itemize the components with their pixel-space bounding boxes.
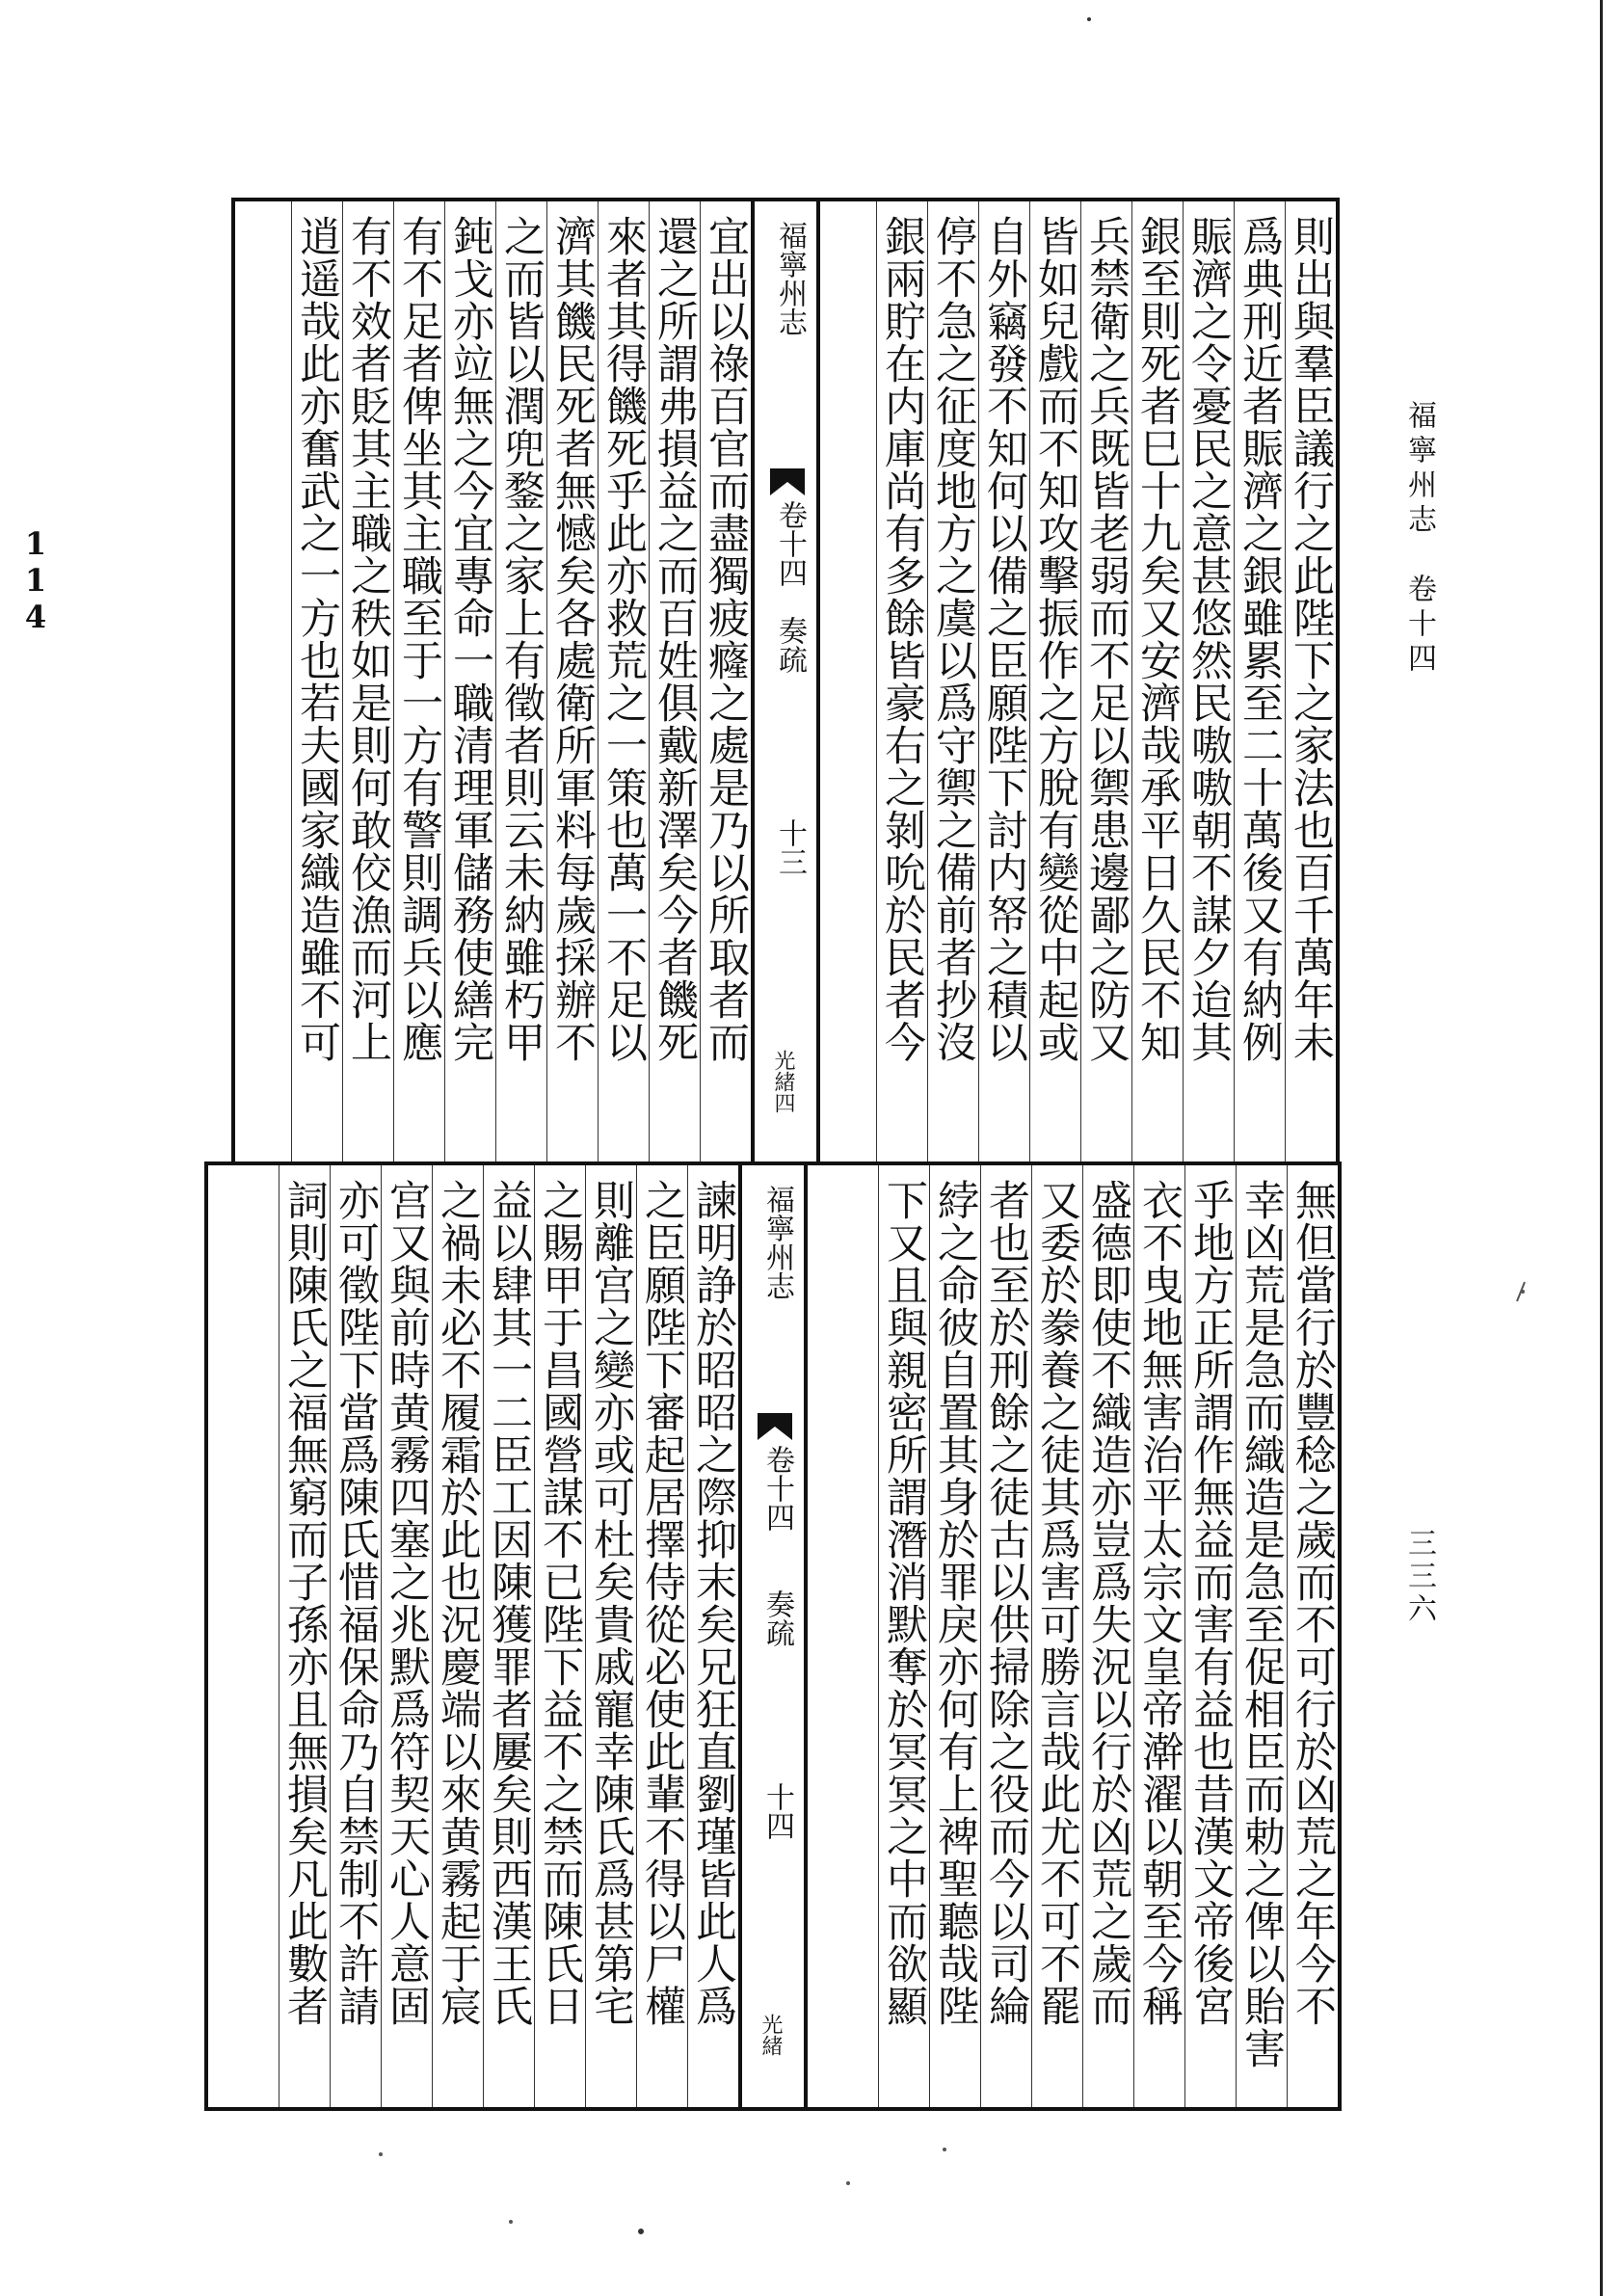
text-column: 賑濟之令憂民之意甚悠然民嗷嗷朝不謀夕迨其 [1183,201,1234,1177]
strip-title: 福寧州志 [773,221,807,336]
text-column: 諫明諍於昭昭之際抑末矣兄狂直劉瑾皆此人爲 [687,1165,738,2107]
text-column: 衣不曳地無害治平太宗文皇帝澣濯以朝至今稱 [1133,1165,1184,2107]
text-column: 爲典刑近者賑濟之銀雖累至二十萬後又有納例 [1234,201,1285,1177]
strip-section: 奏疏 [773,616,807,674]
page-edge-rule [1600,0,1603,2296]
strip-edition-mark: 光緒四 [771,1050,795,1113]
text-column: 宜出以祿百官而盡獨疲癃之處是乃以所取者而 [700,201,751,1177]
text-column: 鈍戈亦竝無之今宜專命一職清理軍儲務使繕完 [444,201,495,1177]
text-column: 銀至則死者巳十九矣又安濟哉承平日久民不知 [1131,201,1183,1177]
strip-edition-mark: 光緒 [758,2014,783,2056]
side-archive-mark: 114 [17,525,54,635]
text-column: 則離宫之變亦或可杜矣貴戚寵幸陳氏爲甚第宅 [585,1165,636,2107]
strip-volume: 卷十四 [773,500,807,587]
text-column: 幸凶荒是急而織造是急至促相臣而勅之俾以貽害 [1236,1165,1287,2107]
lower-left-half [208,1165,738,2107]
text-column: 還之所謂弗損益之而百姓俱戴新澤矣今者饑死 [649,201,700,1177]
text-column: 乎地方正所謂作無益而害有益也昔漢文帝後宮 [1184,1165,1236,2107]
text-column: 皆如兒戲而不知攻擊振作之方脫有變從中起或 [1029,201,1080,1177]
text-column: 下又且與親密所謂潛消默奪於冥冥之中而欲顯 [878,1165,929,2107]
center-fold-strip [738,1165,808,2107]
text-column: 盛德即使不織造亦豈爲失況以行於凶荒之歲而 [1082,1165,1133,2107]
running-title: 福寧州志 卷十四 [1402,400,1436,678]
strip-leaf-number: 十四 [760,1782,794,1840]
fish-tail-mark-icon [768,467,807,497]
text-column: 則出與羣臣議行之此陛下之家法也百千萬年未 [1285,201,1336,1177]
text-column: 者也至於刑餘之徒古以供掃除之役而今以司綸 [980,1165,1031,2107]
strip-section: 奏疏 [760,1589,794,1647]
text-column: 之臣願陛下審起居擇侍從必使此輩不得以尸權 [636,1165,687,2107]
text-column: 無但當行於豐稔之歲而不可行於凶荒之年今不 [1287,1165,1338,2107]
upper-right-half [820,201,1336,1177]
strip-volume: 卷十四 [760,1445,794,1532]
strip-title: 福寧州志 [760,1185,794,1300]
text-column: 詞則陳氏之福無窮而子孫亦且無損矣凡此數者 [279,1165,330,2107]
text-column: 濟其饑民死者無憾矣各處衛所軍料每歲採辦不 [546,201,598,1177]
text-column: 有不足者俾坐其主職至于一方有警則調兵以應 [393,201,444,1177]
upper-left-half [235,201,751,1177]
text-column: 益以肆其一二臣工因陳獲罪者屢矣則西漢王氏 [483,1165,534,2107]
strip-leaf-number: 十三 [773,818,807,876]
text-column: 之而皆以潤兜鍪之家上有徵者則云未納雖朽甲 [495,201,546,1177]
upper-folio [231,198,1340,1181]
text-column: 來者其得饑死乎此亦救荒之一策也萬一不足以 [598,201,649,1177]
text-column: 有不效者貶其主職之秩如是則何敢佼漁而河上 [342,201,393,1177]
fish-tail-mark-icon [756,1411,794,1442]
text-column: 綍之命彼自置其身於罪戾亦何有上裨聖聽哉陛 [929,1165,980,2107]
lower-right-half [808,1165,1338,2107]
text-column: 宫又與前時黄霧四塞之兆默爲符契天心人意固 [381,1165,432,2107]
page-number: 三三六 [1402,1528,1436,1626]
text-column: 亦可徵陛下當爲陳氏惜福保命乃自禁制不許請 [330,1165,381,2107]
text-column: 銀兩貯在内庫尚有多餘皆豪右之剝吮於民者今 [876,201,927,1177]
text-column: 自外竊發不知何以備之臣願陛下討内帑之積以 [978,201,1029,1177]
text-column: 逍遥哉此亦奮武之一方也若夫國家織造雖不可 [291,201,342,1177]
text-column: 之賜甲于昌國營謀不已陛下益不之禁而陳氏日 [534,1165,585,2107]
text-column: 停不急之征度地方之虞以爲守禦之備前者抄沒 [927,201,978,1177]
lower-folio [204,1161,1342,2111]
text-column: 兵禁衛之兵既皆老弱而不足以禦患邊鄙之防又 [1080,201,1131,1177]
text-column: 又委於豢養之徒其爲害可勝言哉此尤不可不罷 [1031,1165,1082,2107]
center-fold-strip [751,201,820,1177]
text-column: 之禍未必不履霜於此也況慶端以來黄霧起于宸 [432,1165,483,2107]
